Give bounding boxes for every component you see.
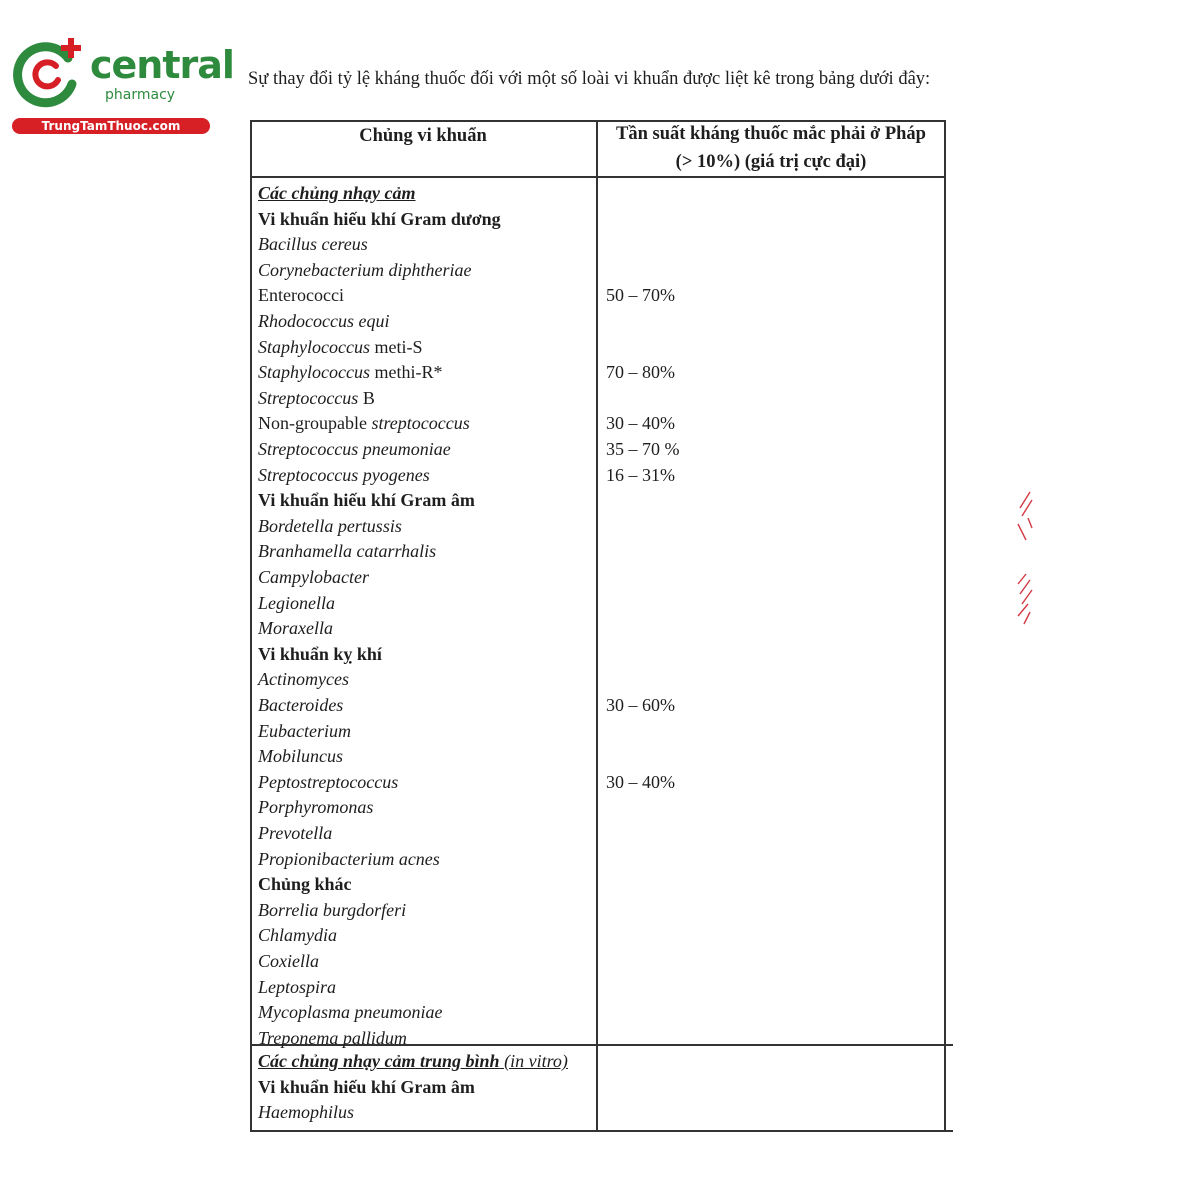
table-row-strain xyxy=(258,1099,354,1125)
header-frequency-line2: (> 10%) (giá trị cực đại) xyxy=(675,152,867,172)
table-row-strain xyxy=(258,564,369,590)
table-row-strain xyxy=(258,922,337,948)
strain-name: Streptococcus xyxy=(258,388,359,408)
strain-name: Bordetella pertussis xyxy=(258,516,402,536)
table-row-strain xyxy=(258,871,352,897)
strain-suffix: B xyxy=(358,388,375,408)
table-row-strain xyxy=(258,487,475,513)
strain-name: Actinomyces xyxy=(258,669,349,689)
table-border-bottom xyxy=(250,1130,953,1132)
strain-name: Bacillus cereus xyxy=(258,234,368,254)
header-frequency-line1: Tần suất kháng thuốc mắc phải ở Pháp xyxy=(616,124,926,144)
strain-name: Vi khuẩn hiếu khí Gram dương xyxy=(258,209,501,229)
table-row-strain xyxy=(258,538,436,564)
resistance-value: 70 – 80% xyxy=(606,362,675,382)
strain-name: Treponema pallidum xyxy=(258,1028,407,1048)
strain-note: (in vitro) xyxy=(499,1051,568,1071)
table-row-strain xyxy=(258,410,470,436)
strain-name: Coxiella xyxy=(258,951,319,971)
table-row-strain xyxy=(258,359,442,385)
strain-name: Mycoplasma pneumoniae xyxy=(258,1002,443,1022)
strain-name: Corynebacterium diphtheriae xyxy=(258,260,472,280)
strain-name: streptococcus xyxy=(371,413,470,433)
logo-brand: central xyxy=(90,43,234,87)
strain-name: Propionibacterium acnes xyxy=(258,849,440,869)
strain-name: Các chủng nhạy cảm xyxy=(258,183,416,203)
header-separator xyxy=(250,176,945,178)
strain-name: Vi khuẩn hiếu khí Gram âm xyxy=(258,1077,475,1097)
table-border-left xyxy=(250,120,252,1132)
strain-name: Eubacterium xyxy=(258,721,351,741)
table-row-strain xyxy=(258,641,382,667)
table-border-right xyxy=(944,120,946,1132)
table-row-strain xyxy=(258,385,375,411)
table-row-strain xyxy=(258,769,398,795)
table-row-strain xyxy=(258,513,402,539)
strain-suffix: meti-S xyxy=(369,337,423,357)
table-row-strain xyxy=(258,1048,568,1074)
strain-name: Chlamydia xyxy=(258,925,337,945)
stamp-mark-icon xyxy=(1012,488,1034,628)
table-row-strain xyxy=(258,999,442,1025)
column-separator xyxy=(596,120,598,1132)
table-row-strain xyxy=(258,820,332,846)
strain-name: Mobiluncus xyxy=(258,746,343,766)
resistance-value: 16 – 31% xyxy=(606,465,675,485)
resistance-value: 35 – 70 % xyxy=(606,439,680,459)
table-row-strain xyxy=(258,948,319,974)
table-row-strain xyxy=(258,974,336,1000)
strain-name: Haemophilus xyxy=(258,1102,354,1122)
logo-url: TrungTamThuoc.com xyxy=(12,118,210,134)
table-row-strain xyxy=(258,590,335,616)
resistance-value: 30 – 40% xyxy=(606,413,675,433)
table-row-strain xyxy=(258,231,368,257)
table-row-strain xyxy=(258,180,416,206)
strain-name: Bacteroides xyxy=(258,695,344,715)
resistance-value: 30 – 60% xyxy=(606,695,675,715)
table-row-strain xyxy=(258,257,471,283)
table-row-strain xyxy=(258,1074,475,1100)
table-row-strain xyxy=(258,206,501,232)
strain-suffix: methi-R* xyxy=(369,362,443,382)
strain-name: Rhodococcus equi xyxy=(258,311,390,331)
strain-name: Streptococcus pneumoniae xyxy=(258,439,451,459)
table-row-strain xyxy=(258,334,422,360)
strain-name: Vi khuẩn kỵ khí xyxy=(258,644,382,664)
table-row-strain xyxy=(258,666,349,692)
strain-name: Staphylococcus xyxy=(258,362,370,382)
central-pharmacy-logo[interactable] xyxy=(10,38,234,138)
table-row-strain xyxy=(258,794,373,820)
table-row-strain xyxy=(258,846,440,872)
strain-name: Các chủng nhạy cảm trung bình xyxy=(258,1051,500,1071)
resistance-value: 30 – 40% xyxy=(606,772,675,792)
table-row-strain xyxy=(258,308,389,334)
strain-name: Enterococci xyxy=(258,285,344,305)
strain-name: Vi khuẩn hiếu khí Gram âm xyxy=(258,490,475,510)
table-row-strain xyxy=(258,897,406,923)
strain-name: Prevotella xyxy=(258,823,333,843)
logo-subtitle: pharmacy xyxy=(105,87,176,103)
strain-name: Porphyromonas xyxy=(258,797,374,817)
table-row-strain xyxy=(258,462,430,488)
strain-name: Branhamella catarrhalis xyxy=(258,541,437,561)
strain-name: Leptospira xyxy=(258,977,337,997)
resistance-table xyxy=(250,120,953,1132)
strain-name: Legionella xyxy=(258,593,335,613)
strain-name: Moraxella xyxy=(258,618,333,638)
pharmacy-cross-icon xyxy=(10,38,90,110)
table-row-strain xyxy=(258,692,343,718)
table-row-strain xyxy=(258,718,351,744)
strain-name: Campylobacter xyxy=(258,567,369,587)
strain-name: Borrelia burgdorferi xyxy=(258,900,407,920)
strain-prefix: Non-groupable xyxy=(258,413,372,433)
strain-name: Peptostreptococcus xyxy=(258,772,399,792)
table-row-strain xyxy=(258,743,343,769)
table-row-strain xyxy=(258,282,344,308)
table-row-strain xyxy=(258,436,451,462)
strain-name: Chủng khác xyxy=(258,874,352,894)
header-strain: Chủng vi khuẩn xyxy=(359,126,487,146)
strain-name: Staphylococcus xyxy=(258,337,370,357)
strain-name: Streptococcus pyogenes xyxy=(258,465,430,485)
intro-paragraph: Sự thay đổi tỷ lệ kháng thuốc đối với một số loài vi khuẩn được liệt kê trong bảng dưới đây: xyxy=(248,69,931,89)
resistance-value: 50 – 70% xyxy=(606,285,675,305)
table-row-strain xyxy=(258,615,333,641)
